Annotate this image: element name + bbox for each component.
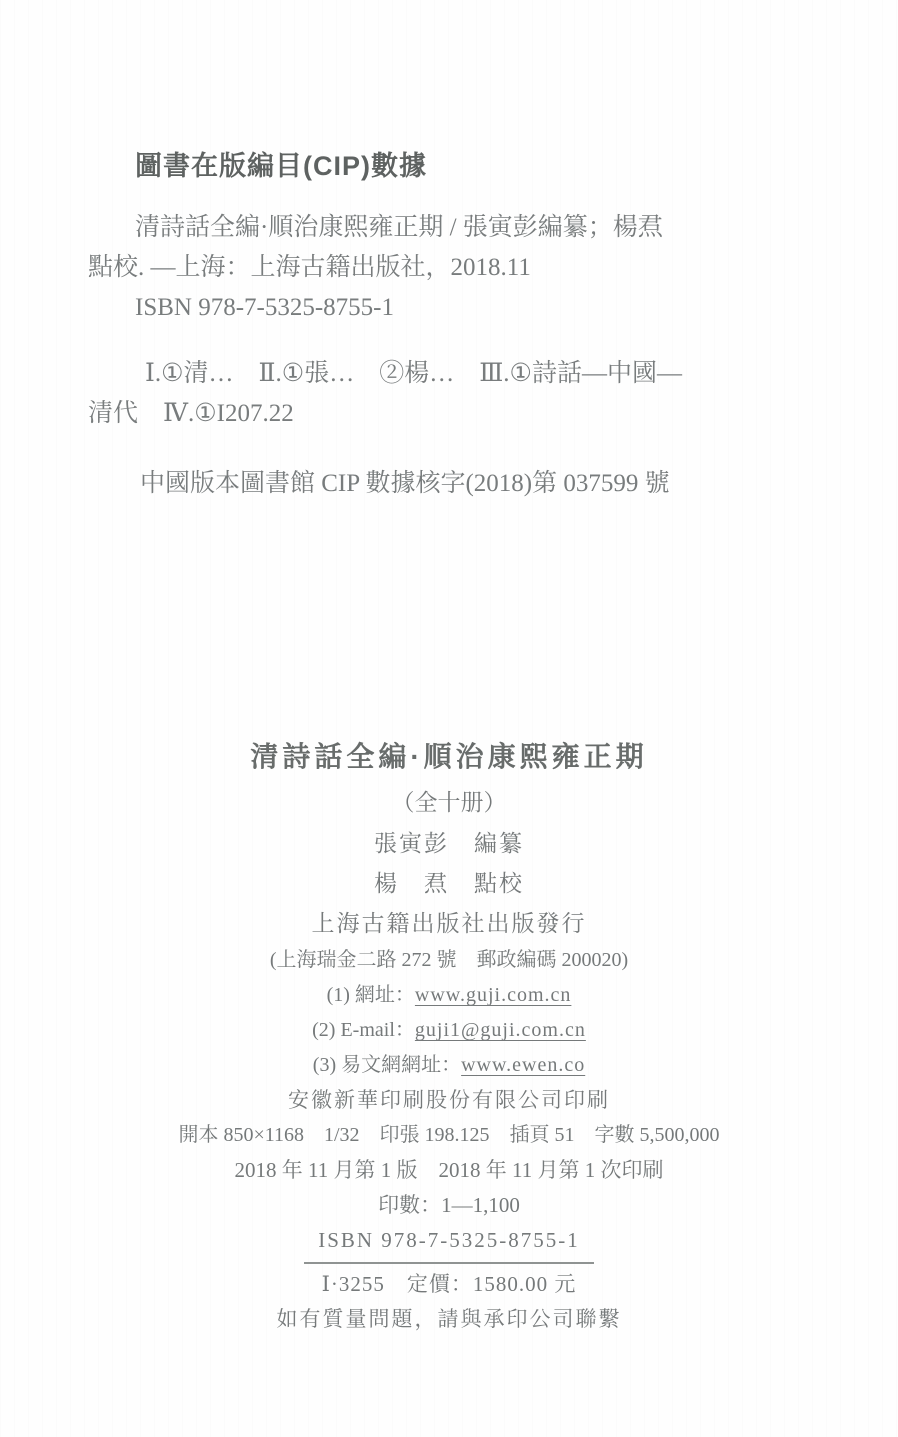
ewen-url-link: www.ewen.co (461, 1054, 586, 1076)
cip-record-group (88, 208, 768, 328)
cip-registry-line: 中國版本圖書館 CIP 數據核字(2018)第 037599 號 (140, 470, 670, 497)
cip-classification-line: 清代 Ⅳ.①I207.22 (88, 400, 294, 427)
email-label: (2) E-mail： (312, 1019, 415, 1041)
isbn-line-wrap (0, 1227, 898, 1264)
cip-data-block (88, 146, 768, 504)
cip-record-line-isbn: ISBN 978-7-5325-8755-1 (135, 294, 395, 321)
quality-note: 如有質量問題，請與承印公司聯繫 (276, 1307, 622, 1331)
proofreader-line: 楊 焄 點校 (374, 871, 524, 896)
publisher-line: 上海古籍出版社出版發行 (311, 911, 587, 936)
ewen-label: (3) 易文網網址： (312, 1054, 462, 1076)
email-link: guji1@guji.com.cn (414, 1019, 586, 1041)
price-line: Ⅰ·3255 定價：1580.00 元 (321, 1272, 577, 1296)
book-title: 清詩話全編·順治康熙雍正期 (250, 741, 648, 772)
cip-record-line: 清詩話全編·順治康熙雍正期 / 張寅彭編纂；楊焄 (135, 214, 663, 241)
website-label: (1) 網址： (326, 984, 415, 1006)
edition-line: 2018 年 11 月第 1 版 2018 年 11 月第 1 次印刷 (234, 1158, 664, 1182)
volume-note: （全十册） (391, 790, 507, 815)
compiler-line: 張寅彭 編纂 (374, 831, 524, 856)
cip-classification-line: Ⅰ.①清… Ⅱ.①張… ②楊… Ⅲ.①詩話—中國— (145, 360, 682, 387)
format-spec-line: 開本 850×1168 1/32 印張 198.125 插頁 51 字數 5,500,000 (178, 1124, 720, 1146)
contact-item-ewen (0, 1052, 898, 1078)
print-run-line: 印數：1—1,100 (378, 1193, 520, 1217)
colophon-block (0, 740, 898, 1341)
printer-line: 安徽新華印刷股份有限公司印刷 (288, 1088, 610, 1112)
isbn-line: ISBN 978-7-5325-8755-1 (304, 1227, 594, 1264)
website-url-link: www.guji.com.cn (414, 984, 572, 1006)
cip-record-line: 點校. —上海：上海古籍出版社，2018.11 (88, 254, 531, 281)
contact-item-website (0, 982, 898, 1008)
contact-item-email (0, 1017, 898, 1043)
cip-heading: 圖書在版編目(CIP)數據 (135, 151, 427, 181)
publisher-address: (上海瑞金二路 272 號 郵政編碼 200020) (269, 949, 629, 971)
cip-classification-group (88, 354, 768, 434)
